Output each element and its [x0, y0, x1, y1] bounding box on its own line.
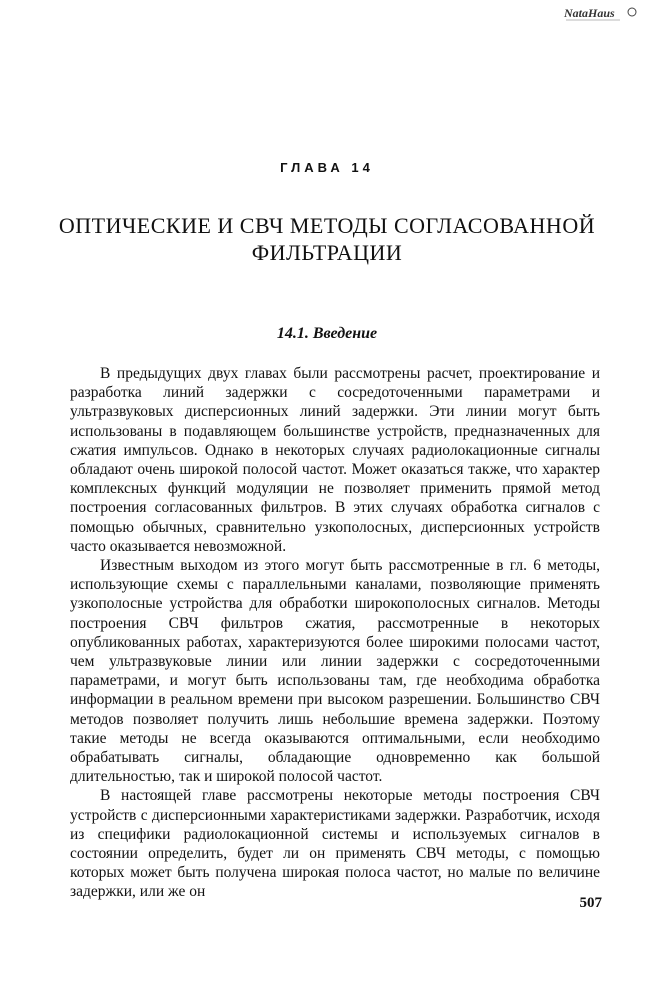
body-text [70, 364, 600, 902]
watermark-logo [562, 3, 642, 25]
paragraph-3: В настоящей главе рассмотрены некоторые методы построения СВЧ устройств с дисперсионными характеристиками задержки. Разработчик, исходя из специфики радиолокационной системы и используемых сигналов в состоянии определить, будет ли он применять СВЧ методы, с помощью которых может быть получена широкая полоса частот, но малые по величине задержки, или же он [70, 787, 600, 901]
watermark-logo-graphic [562, 3, 642, 25]
paragraph-2: Известным выходом из этого могут быть рассмотренные в гл. 6 методы, использующие схемы с параллельными каналами, позволяющие применять узкополосные устройства для обработки широкополосных сигналов. Методы построения СВЧ фильтров сжатия, рассмотренные в некоторых опубликованных работах, характеризуются более широкими полосами частот, чем ультразвуковые линии или линии задержки с сосредоточенными параметрами, и могут быть использованы там, где необходима обработка информации в реальном времени при высоком разрешении. Большинство СВЧ методов позволяет получить лишь небольшие времена задержки. Поэтому такие методы не всегда оказываются оптимальными, если необходимо обрабатывать сигналы, обладающие одновременно как большой длительностью, так и широкой полосой частот. [70, 557, 600, 786]
chapter-title-line-1: ОПТИЧЕСКИЕ И СВЧ МЕТОДЫ СОГЛАСОВАННОЙ [58, 213, 596, 238]
watermark-text: NataHaus [564, 6, 615, 20]
paragraph-1: В предыдущих двух главах были рассмотрены расчет, проектирование и разработка линий задержки с сосредоточенными параметрами и ультразвуковых дисперсионных линий задержки. Эти линии могут быть использованы в подавляющем большинстве устройств, предназначенных для сжатия импульсов. Однако в некоторых случаях радиолокационные сигналы обладают очень широкой полосой частот. Может оказаться также, что характер комплексных функций модуляции не позволяет применить прямой метод построения согласованных фильтров. В этих случаях обработка сигналов с помощью обычных, сравнительно узкополосных, дисперсионных устройств часто оказывается невозможной. [70, 365, 600, 555]
chapter-label: ГЛАВА 14 [280, 160, 374, 175]
page-number: 507 [579, 895, 602, 911]
watermark-ornament [628, 8, 636, 16]
chapter-title [40, 212, 614, 266]
section-heading: 14.1. Введение [276, 325, 378, 342]
chapter-title-line-2: ФИЛЬТРАЦИИ [251, 240, 403, 265]
